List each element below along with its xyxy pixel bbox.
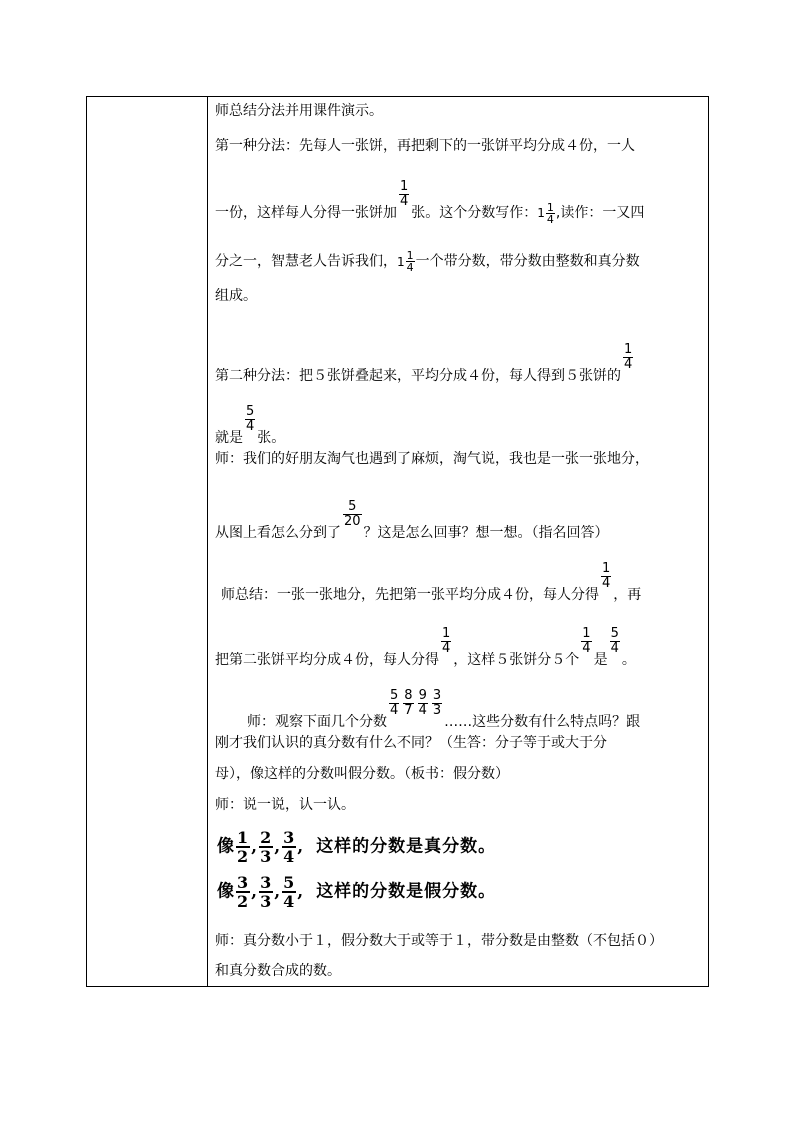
numerator: 2 bbox=[260, 828, 273, 847]
numerator: 1 bbox=[237, 828, 250, 847]
fraction bbox=[282, 874, 296, 910]
text-line: 和真分数合成的数。 bbox=[215, 963, 341, 979]
denominator: 20 bbox=[344, 514, 361, 529]
text-segment: 师：观察下面几个分数 bbox=[247, 714, 387, 730]
lesson-table bbox=[86, 96, 709, 987]
numerator: 1 bbox=[582, 626, 591, 641]
text-line bbox=[215, 343, 635, 385]
text-line: 师总结分法并用课件演示。 bbox=[215, 103, 383, 119]
fraction bbox=[610, 627, 620, 656]
fraction bbox=[259, 829, 273, 865]
numerator: 1 bbox=[624, 342, 633, 357]
mixed-number bbox=[397, 250, 416, 273]
denominator: 4 bbox=[442, 641, 451, 656]
improper-fraction-example bbox=[217, 874, 496, 910]
text-line bbox=[215, 180, 644, 225]
text-line: 师：我们的好朋友淘气也遇到了麻烦，淘气说，我也是一张一张地分， bbox=[215, 451, 649, 467]
text-segment: 张。 bbox=[257, 430, 286, 446]
text-line: 第一种分法：先每人一张饼，再把剩下的一张饼平均分成４份，一人 bbox=[215, 138, 635, 154]
text-line bbox=[215, 500, 609, 542]
fraction bbox=[399, 180, 409, 209]
content-cell bbox=[209, 97, 708, 986]
denominator: 4 bbox=[602, 576, 611, 591]
fraction bbox=[432, 689, 442, 718]
text-line: 母），像这样的分数叫假分数。（板书：假分数） bbox=[215, 766, 509, 782]
text-segment: ……这些分数有什么特点吗？跟 bbox=[444, 714, 641, 730]
denominator: 4 bbox=[418, 703, 427, 718]
text-segment: 从图上看怎么分到了 bbox=[215, 525, 341, 541]
text-segment: 这样的分数是假分数。 bbox=[316, 881, 497, 902]
denominator: 7 bbox=[404, 703, 413, 718]
numerator: 5 bbox=[610, 626, 619, 641]
numerator: 1 bbox=[442, 626, 451, 641]
text-segment: 是 bbox=[593, 652, 608, 668]
text-line: 刚才我们认识的真分数有什么不同？（生答：分子等于或大于分 bbox=[215, 735, 607, 751]
fraction bbox=[623, 343, 633, 372]
numerator: 9 bbox=[418, 688, 427, 703]
text-line bbox=[247, 689, 640, 731]
numerator: 5 bbox=[343, 500, 362, 515]
numerator: 1 bbox=[602, 561, 611, 576]
numerator: 3 bbox=[432, 688, 442, 703]
fraction bbox=[441, 627, 451, 656]
denominator: 2 bbox=[237, 847, 250, 866]
denominator: 4 bbox=[246, 419, 255, 434]
fraction bbox=[581, 627, 591, 656]
denominator: 4 bbox=[283, 847, 296, 866]
denominator: 3 bbox=[432, 703, 442, 718]
text-segment: 张。这个分数写作： bbox=[411, 205, 538, 221]
denominator: 4 bbox=[582, 641, 591, 656]
text-segment: ，再 bbox=[613, 587, 642, 603]
text-segment: 师总结：一张一张地分，先把第一张平均分成４份，每人分得 bbox=[221, 587, 599, 603]
text-line bbox=[215, 405, 285, 447]
fraction bbox=[282, 829, 296, 865]
denominator: 3 bbox=[260, 892, 273, 911]
denominator: 3 bbox=[260, 847, 273, 866]
denominator: 4 bbox=[624, 357, 633, 372]
fraction bbox=[406, 250, 415, 273]
text-line: 组成。 bbox=[215, 288, 257, 304]
text-segment: 一个带分数，带分数由整数和真分数 bbox=[415, 253, 640, 270]
text-segment: 这样的分数是真分数。 bbox=[316, 836, 497, 857]
comma: , bbox=[274, 881, 282, 902]
fraction bbox=[236, 829, 250, 865]
whole-part: 1 bbox=[537, 206, 545, 220]
text-line bbox=[215, 250, 640, 273]
text-segment: 一份，这样每人分得一张饼加 bbox=[215, 205, 397, 221]
whole-part: 1 bbox=[397, 254, 405, 269]
denominator: 4 bbox=[390, 703, 399, 718]
comma: , bbox=[297, 836, 305, 857]
left-column-empty-cell bbox=[87, 97, 208, 986]
fraction bbox=[403, 689, 413, 718]
denominator: 4 bbox=[283, 892, 296, 911]
fraction bbox=[343, 500, 362, 529]
denominator: 4 bbox=[406, 261, 414, 274]
text-segment: 把第二张饼平均分成４份，每人分得 bbox=[215, 652, 439, 668]
fraction bbox=[245, 405, 255, 434]
comma: , bbox=[274, 836, 282, 857]
numerator: 5 bbox=[390, 688, 399, 703]
fraction bbox=[601, 562, 611, 591]
text-line bbox=[215, 627, 636, 669]
numerator: 3 bbox=[283, 828, 296, 847]
comma: , bbox=[251, 836, 259, 857]
text-segment: ,读作：一又四 bbox=[555, 205, 645, 221]
text-segment: 。 bbox=[621, 652, 636, 668]
text-segment: 像 bbox=[217, 881, 235, 902]
fraction bbox=[389, 689, 399, 718]
fraction bbox=[236, 874, 250, 910]
mixed-number bbox=[537, 202, 556, 225]
text-segment: 就是 bbox=[215, 430, 243, 446]
text-segment: ？这是怎么回事？想一想。（指名回答） bbox=[363, 525, 609, 541]
denominator: 2 bbox=[237, 892, 250, 911]
numerator: 5 bbox=[283, 873, 296, 892]
fraction bbox=[546, 202, 555, 225]
fraction bbox=[259, 874, 273, 910]
text-line: 师：真分数小于１，假分数大于或等于１，带分数是由整数（不包括０） bbox=[215, 933, 663, 949]
numerator: 1 bbox=[546, 200, 554, 214]
denominator: 4 bbox=[400, 194, 409, 209]
text-line bbox=[221, 562, 641, 604]
text-segment: 第二种分法：把５张饼叠起来，平均分成４份，每人得到５张饼的 bbox=[215, 368, 621, 384]
text-segment: 分之一，智慧老人告诉我们， bbox=[215, 253, 397, 270]
numerator: 8 bbox=[404, 688, 413, 703]
numerator: 1 bbox=[406, 249, 414, 262]
comma: , bbox=[251, 881, 259, 902]
numerator: 1 bbox=[400, 179, 409, 194]
comma: , bbox=[297, 881, 305, 902]
numerator: 5 bbox=[246, 404, 255, 419]
proper-fraction-example bbox=[217, 829, 496, 865]
denominator: 4 bbox=[610, 641, 619, 656]
numerator: 3 bbox=[260, 873, 273, 892]
numerator: 3 bbox=[237, 873, 250, 892]
fraction bbox=[418, 689, 428, 718]
text-segment: 像 bbox=[217, 836, 235, 857]
denominator: 4 bbox=[546, 212, 554, 226]
text-line: 师：说一说，认一认。 bbox=[215, 797, 355, 813]
text-segment: ，这样５张饼分５个 bbox=[453, 652, 580, 668]
